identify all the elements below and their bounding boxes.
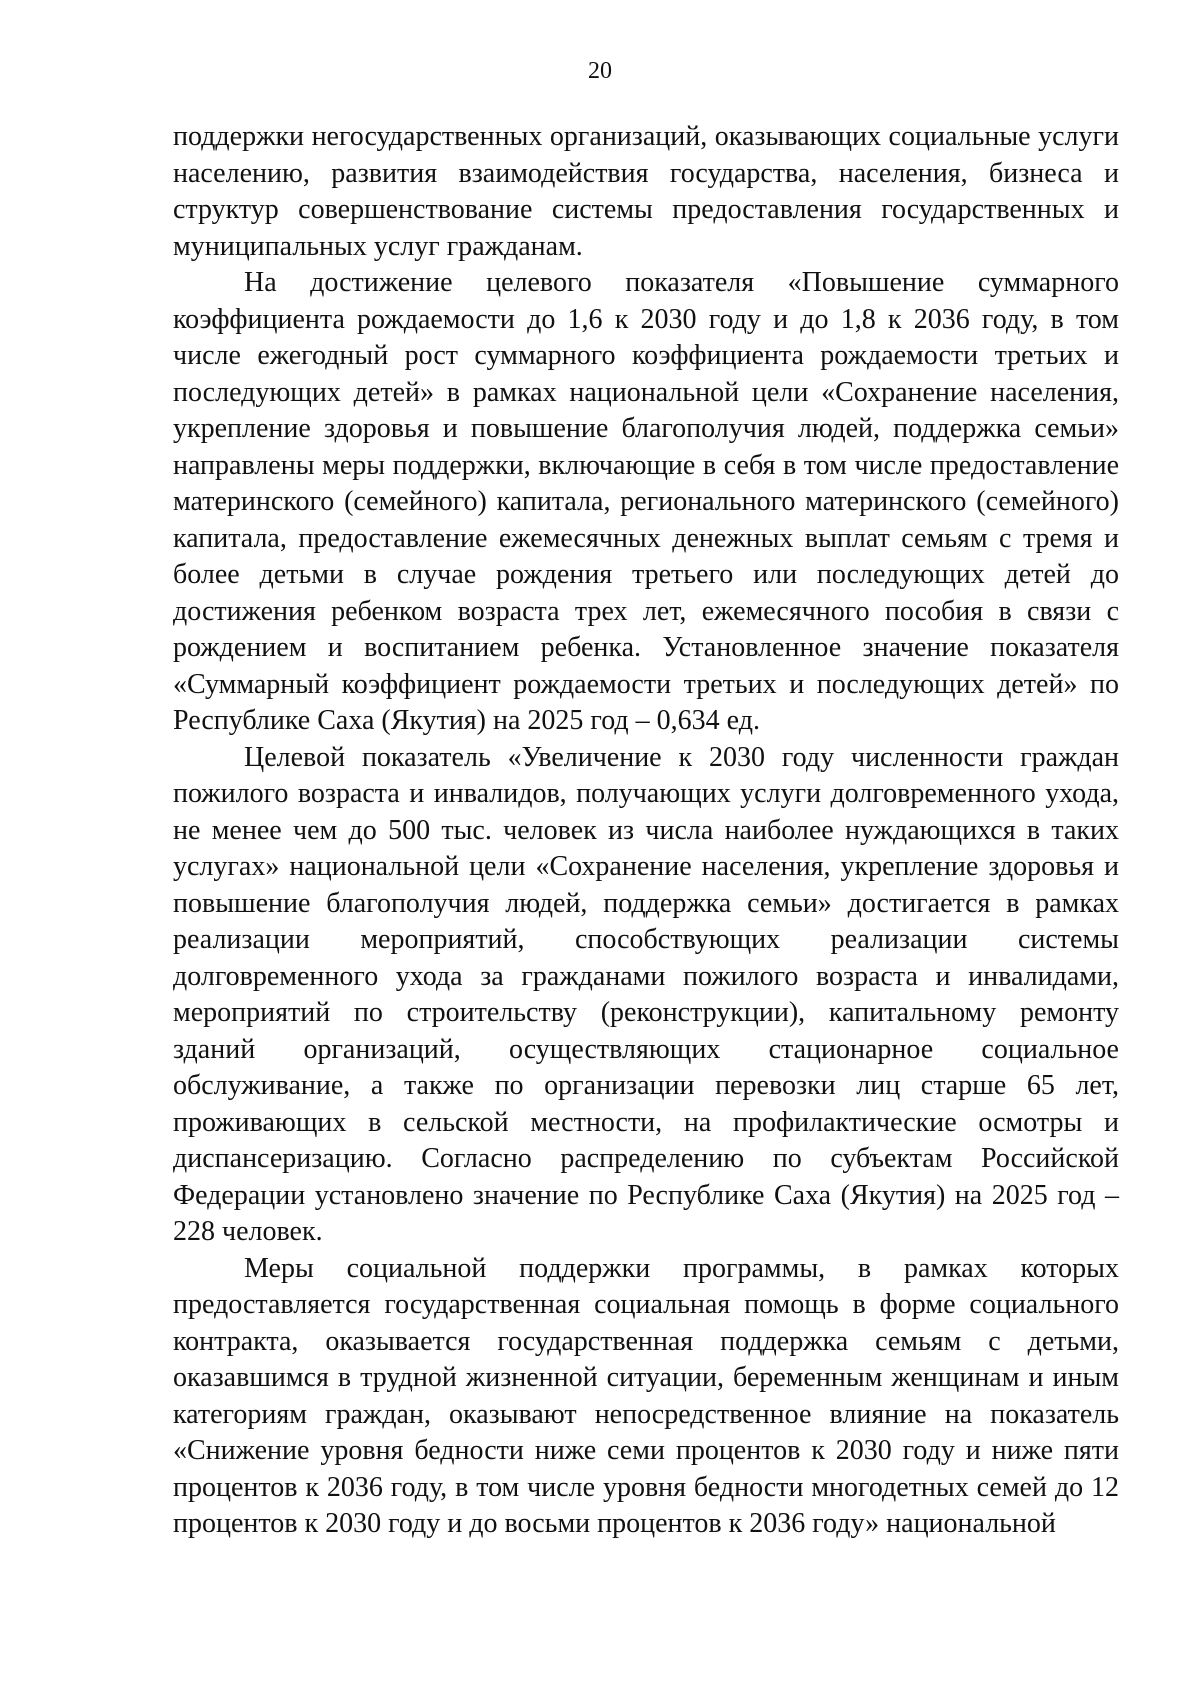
page-number: 20: [588, 58, 612, 84]
document-body: [173, 119, 1119, 1543]
paragraph-continuation: поддержки негосударственных организаций, оказывающих социальные услуги населению, развития взаимодействия государства, населения, бизнеса и структур совершенствование системы предоставления государственных и муниципальных услуг гражданам.: [173, 121, 1119, 262]
paragraph-poverty-indicator: Меры социальной поддержки программы, в рамках которых предоставляется государственная социальная помощь в форме социального контракта, оказывается государственная поддержка семьям с детьми, оказавшимся в трудной жизненной ситуации, беременным женщинам и иным категориям граждан, оказывают непосредственное влияние на показатель «Снижение уровня бедности ниже семи процентов к 2030 году и ниже пяти процентов к 2036 году, в том числе уровня бедности многодетных семей до 12 процентов к 2030 году и до восьми процентов к 2036 году» национальной: [173, 1252, 1119, 1539]
paragraph-birth-rate-indicator: На достижение целевого показателя «Повышение суммарного коэффициента рождаемости до 1,6 к 2030 году и до 1,8 к 2036 году, в том числе ежегодный рост суммарного коэффициента рождаемости третьих и последующих детей» в рамках национальной цели «Сохранение населения, укрепление здоровья и повышение благополучия людей, поддержка семьи» направлены меры поддержки, включающие в себя в том числе предоставление материнского (семейного) капитала, регионального материнского (семейного) капитала, предоставление ежемесячных денежных выплат семьям с тремя и более детьми в случае рождения третьего или последующих детей до достижения ребенком возраста трех лет, ежемесячного пособия в связи с рождением и воспитанием ребенка. Установленное значение показателя «Суммарный коэффициент рождаемости третьих и последующих детей» по Республике Саха (Якутия) на 2025 год – 0,634 ед.: [173, 267, 1119, 736]
paragraph-long-term-care-indicator: Целевой показатель «Увеличение к 2030 году численности граждан пожилого возраста и инвалидов, получающих услуги долговременного ухода, не менее чем до 500 тыс. человек из числа наиболее нуждающихся в таких услугах» национальной цели «Сохранение населения, укрепление здоровья и повышение благополучия людей, поддержка семьи» достигается в рамках реализации мероприятий, способствующих реализации системы долговременного ухода за гражданами пожилого возраста и инвалидами, мероприятий по строительству (реконструкции), капитальному ремонту зданий организаций, осуществляющих стационарное социальное обслуживание, а также по организации перевозки лиц старше 65 лет, проживающих в сельской местности, на профилактические осмотры и диспансеризацию. Согласно распределению по субъектам Российской Федерации установлено значение по Республике Саха (Якутия) на 2025 год – 228 человек.: [173, 741, 1119, 1247]
